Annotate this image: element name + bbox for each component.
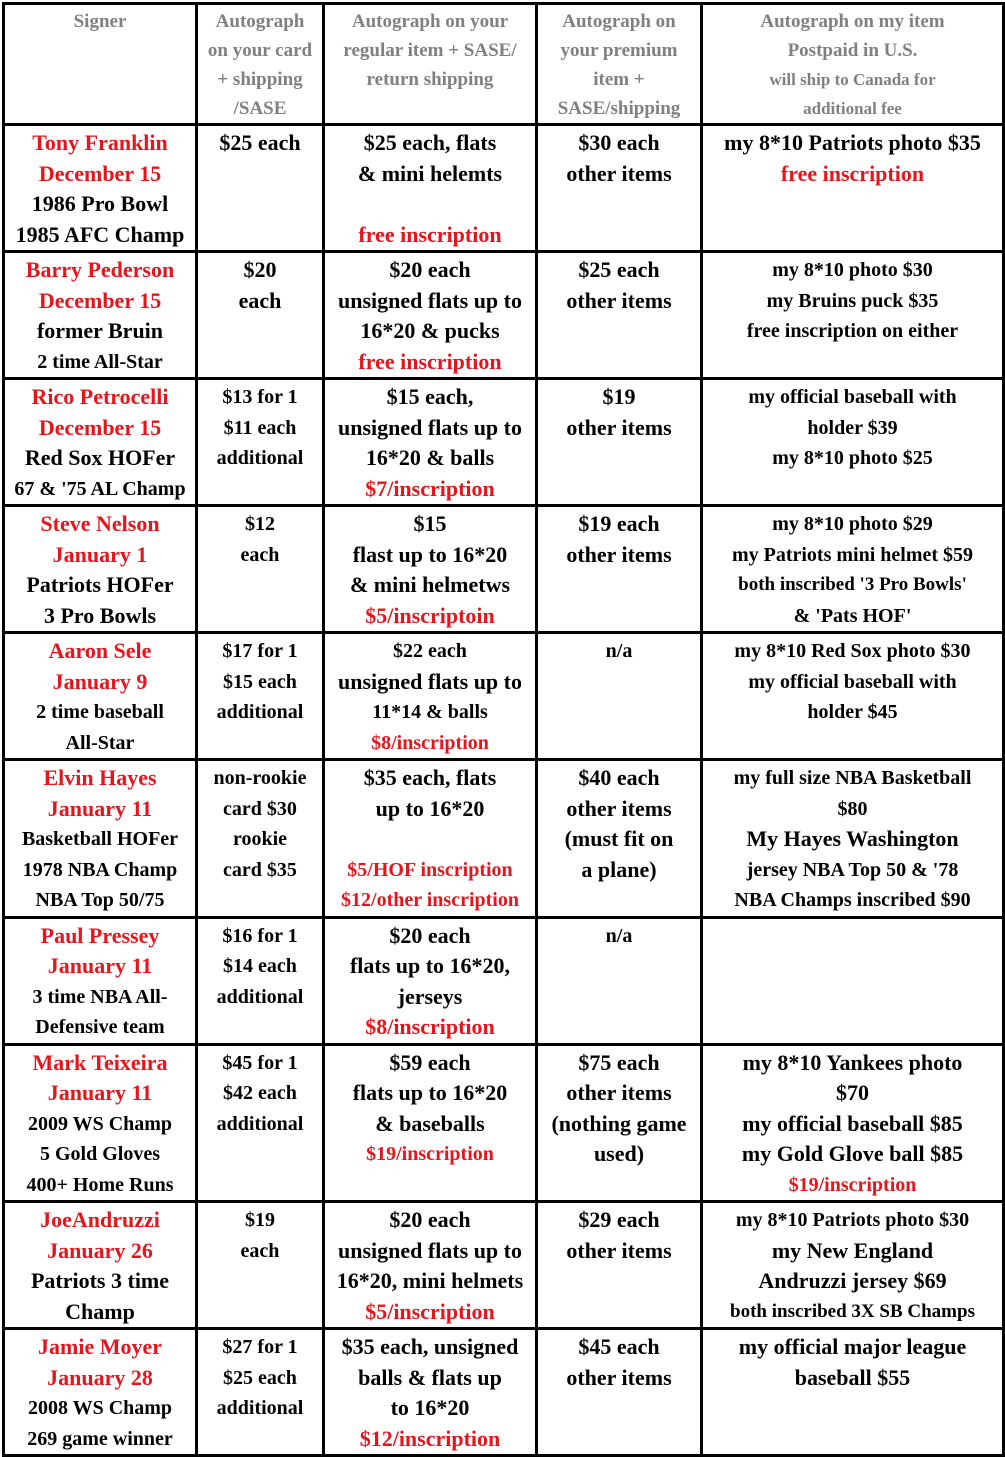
premium-price-line: other items bbox=[566, 1364, 672, 1390]
signing-date: December 15 bbox=[38, 287, 162, 313]
header-card-line: Autograph bbox=[215, 11, 305, 32]
signer-cell bbox=[4, 506, 197, 633]
card-price-line: $25 each bbox=[219, 130, 301, 155]
my-item-line: both inscribed 3X SB Champs bbox=[730, 1300, 975, 1322]
my-item-cell bbox=[702, 917, 1004, 1044]
card-price-cell bbox=[197, 1329, 324, 1456]
card-price-line: $27 for 1 bbox=[222, 1336, 298, 1358]
header-regular-line: Autograph on your bbox=[351, 11, 509, 32]
inscription-price: $7/inscription bbox=[365, 475, 495, 501]
header-myitem-line: additional fee bbox=[803, 99, 902, 118]
header-row bbox=[4, 4, 1004, 125]
my-item-line: My Hayes Washington bbox=[746, 826, 959, 851]
premium-price-line: other items bbox=[566, 541, 672, 567]
card-price-line: $19 bbox=[245, 1209, 275, 1231]
signer-info: 67 & '75 AL Champ bbox=[14, 477, 186, 500]
signer-name: Paul Pressey bbox=[40, 922, 160, 948]
signer-cell bbox=[4, 1202, 197, 1329]
card-price-cell bbox=[197, 917, 324, 1044]
header-regular-line: regular item + SASE/ bbox=[343, 40, 517, 61]
my-item-cell bbox=[702, 506, 1004, 633]
inscription-price: $19/inscription bbox=[788, 1173, 917, 1196]
inscription-price: $8/inscription bbox=[365, 1014, 495, 1039]
my-item-line: holder $45 bbox=[807, 701, 898, 723]
regular-price-cell bbox=[324, 379, 537, 506]
my-item-line: NBA Champs inscribed $90 bbox=[734, 889, 971, 911]
signer-info: Patriots HOFer bbox=[26, 572, 174, 597]
regular-price-line: unsigned flats up to bbox=[337, 414, 522, 440]
signer-info: 1985 AFC Champ bbox=[15, 221, 185, 247]
premium-price-line: other items bbox=[566, 795, 672, 821]
premium-price-line: $19 bbox=[602, 384, 636, 409]
premium-price-cell bbox=[537, 506, 702, 633]
signer-name: Rico Petrocelli bbox=[31, 384, 169, 409]
regular-price-line: up to 16*20 bbox=[375, 795, 485, 821]
my-item-line: my New England bbox=[771, 1237, 934, 1263]
table-row bbox=[4, 506, 1004, 633]
table-row bbox=[4, 633, 1004, 760]
card-price-line: $42 each bbox=[223, 1082, 297, 1104]
signer-name: Steve Nelson bbox=[40, 511, 160, 536]
premium-price-line: $45 each bbox=[578, 1334, 660, 1359]
card-price-line: each bbox=[238, 287, 282, 313]
premium-price-line: n/a bbox=[605, 640, 633, 662]
premium-price-cell bbox=[537, 379, 702, 506]
card-price-line: $12 bbox=[245, 513, 275, 535]
premium-price-line: (must fit on bbox=[564, 826, 674, 851]
card-price-line: $17 for 1 bbox=[222, 640, 298, 662]
signer-name: Elvin Hayes bbox=[43, 765, 157, 790]
table-row bbox=[4, 917, 1004, 1044]
inscription-price: free inscription bbox=[780, 160, 925, 186]
card-price-cell bbox=[197, 633, 324, 760]
card-price-line: $16 for 1 bbox=[222, 924, 298, 947]
table-row bbox=[4, 125, 1004, 252]
card-price-line: each bbox=[240, 543, 280, 566]
signer-cell bbox=[4, 125, 197, 252]
regular-price-line: & mini helmetws bbox=[349, 572, 511, 597]
regular-price-line: $15 each, bbox=[386, 384, 474, 409]
signing-date: January 11 bbox=[47, 953, 153, 978]
card-price-line: $15 each bbox=[223, 670, 297, 693]
signing-date: January 9 bbox=[52, 668, 148, 694]
my-item-line: my full size NBA Basketball bbox=[733, 767, 972, 789]
spacer bbox=[326, 824, 534, 855]
card-price-line: $13 for 1 bbox=[222, 386, 298, 408]
signer-info: NBA Top 50/75 bbox=[35, 889, 165, 911]
signer-info: 1978 NBA Champ bbox=[22, 858, 178, 881]
table-row bbox=[4, 1202, 1004, 1329]
premium-price-line: $25 each bbox=[578, 257, 660, 282]
signer-info: 2009 WS Champ bbox=[27, 1112, 173, 1135]
regular-price-line: $35 each, flats bbox=[363, 765, 497, 790]
premium-price-cell bbox=[537, 760, 702, 918]
my-item-line: my official baseball $85 bbox=[742, 1110, 963, 1136]
card-price-cell bbox=[197, 1202, 324, 1329]
premium-price-cell bbox=[537, 633, 702, 760]
card-price-line: $11 each bbox=[223, 416, 297, 439]
header-myitem bbox=[702, 4, 1004, 125]
premium-price-cell bbox=[537, 917, 702, 1044]
card-price-line: additional bbox=[216, 985, 304, 1008]
my-item-cell bbox=[702, 1329, 1004, 1456]
signing-date: January 11 bbox=[47, 1080, 153, 1105]
premium-price-line: other items bbox=[566, 160, 672, 186]
card-price-line: $25 each bbox=[223, 1366, 297, 1389]
regular-price-line: $15 bbox=[413, 511, 447, 536]
premium-price-line: $40 each bbox=[578, 765, 660, 790]
my-item-cell bbox=[702, 379, 1004, 506]
regular-price-line: 16*20, mini helmets bbox=[336, 1268, 524, 1293]
inscription-price: $5/inscriptoin bbox=[365, 602, 495, 628]
regular-price-line: $59 each bbox=[389, 1049, 471, 1075]
regular-price-line: $20 each bbox=[389, 257, 471, 282]
card-price-line: $45 for 1 bbox=[222, 1051, 298, 1074]
my-item-cell bbox=[702, 760, 1004, 918]
regular-price-line: to 16*20 bbox=[390, 1395, 470, 1420]
signer-cell bbox=[4, 379, 197, 506]
inscription-price: free inscription bbox=[358, 221, 502, 247]
my-item-cell bbox=[702, 125, 1004, 252]
signing-date: January 26 bbox=[47, 1237, 153, 1263]
autograph-price-table bbox=[2, 2, 1005, 1457]
regular-price-cell bbox=[324, 760, 537, 918]
signer-name: Aaron Sele bbox=[48, 638, 152, 663]
premium-price-line: $30 each bbox=[578, 130, 660, 155]
signer-name: Barry Pederson bbox=[25, 257, 175, 282]
premium-price-line: n/a bbox=[605, 924, 633, 947]
regular-price-cell bbox=[324, 506, 537, 633]
table-row bbox=[4, 379, 1004, 506]
header-myitem-line: Postpaid in U.S. bbox=[787, 40, 918, 61]
my-item-line: my 8*10 Yankees photo bbox=[742, 1049, 963, 1075]
regular-price-cell bbox=[324, 1202, 537, 1329]
my-item-line: holder $39 bbox=[807, 416, 898, 439]
signer-name: Jamie Moyer bbox=[38, 1334, 162, 1359]
my-item-line: & 'Pats HOF' bbox=[793, 604, 912, 627]
my-item-cell bbox=[702, 1202, 1004, 1329]
regular-price-cell bbox=[324, 633, 537, 760]
header-signer-label: Signer bbox=[73, 11, 127, 32]
inscription-price: free inscription bbox=[358, 348, 502, 374]
table-row bbox=[4, 1329, 1004, 1456]
card-price-line: additional bbox=[216, 701, 304, 723]
regular-price-cell bbox=[324, 1329, 537, 1456]
regular-price-line: $25 each, flats bbox=[363, 130, 497, 155]
regular-price-line: jerseys bbox=[397, 983, 463, 1009]
signer-info: All-Star bbox=[65, 731, 135, 754]
regular-price-cell bbox=[324, 252, 537, 379]
my-item-line: my 8*10 photo $30 bbox=[772, 259, 933, 281]
signer-cell bbox=[4, 633, 197, 760]
regular-price-line: & mini helemts bbox=[357, 160, 503, 186]
spacer bbox=[326, 189, 534, 220]
regular-price-line: flats up to 16*20 bbox=[352, 1080, 508, 1105]
regular-price-line: flats up to 16*20, bbox=[349, 953, 511, 978]
premium-price-line: $19 each bbox=[578, 511, 660, 536]
premium-price-line: used) bbox=[593, 1141, 645, 1166]
signer-info: former Bruin bbox=[36, 318, 164, 343]
card-price-line: non-rookie bbox=[213, 767, 307, 789]
my-item-line: both inscribed '3 Pro Bowls' bbox=[738, 574, 967, 595]
card-price-line: additional bbox=[216, 447, 304, 469]
premium-price-cell bbox=[537, 1202, 702, 1329]
table-row bbox=[4, 760, 1004, 918]
my-item-line: my 8*10 photo $29 bbox=[772, 513, 933, 535]
signer-info: 3 Pro Bowls bbox=[43, 602, 157, 628]
header-myitem-line: will ship to Canada for bbox=[769, 70, 936, 89]
my-item-line: my official major league bbox=[738, 1334, 967, 1359]
my-item-line: $80 bbox=[837, 797, 868, 820]
inscription-price: $8/inscription bbox=[371, 731, 489, 754]
signer-info: 1986 Pro Bowl bbox=[31, 191, 169, 216]
my-item-line: my official baseball with bbox=[748, 670, 957, 693]
signing-date: December 15 bbox=[38, 414, 162, 440]
header-premium-line: item + bbox=[593, 69, 645, 90]
my-item-line: my 8*10 Patriots photo $35 bbox=[724, 130, 981, 155]
my-item-line: my official baseball with bbox=[748, 386, 957, 408]
header-regular bbox=[324, 4, 537, 125]
signer-info: Defensive team bbox=[35, 1016, 165, 1038]
header-card-line: /SASE bbox=[233, 98, 287, 119]
signer-info: Champ bbox=[65, 1298, 135, 1324]
regular-price-line: flast up to 16*20 bbox=[352, 541, 508, 567]
signer-cell bbox=[4, 1329, 197, 1456]
signer-info: Patriots 3 time bbox=[30, 1268, 170, 1293]
premium-price-line: $75 each bbox=[578, 1049, 660, 1075]
premium-price-cell bbox=[537, 252, 702, 379]
signing-date: January 1 bbox=[52, 541, 148, 567]
my-item-line: my 8*10 photo $25 bbox=[772, 447, 933, 469]
header-card-line: on your card bbox=[207, 40, 313, 61]
regular-price-line: & baseballs bbox=[375, 1110, 485, 1136]
premium-price-line: other items bbox=[566, 1080, 672, 1105]
signer-name: Mark Teixeira bbox=[32, 1049, 168, 1075]
header-premium-line: SASE/shipping bbox=[557, 98, 681, 119]
card-price-line: each bbox=[240, 1239, 280, 1262]
inscription-price: $5/HOF inscription bbox=[347, 858, 513, 881]
premium-price-cell bbox=[537, 125, 702, 252]
signer-info: Basketball HOFer bbox=[21, 828, 179, 850]
regular-price-line: balls & flats up bbox=[358, 1364, 502, 1390]
premium-price-line: other items bbox=[566, 414, 672, 440]
regular-price-line: 16*20 & balls bbox=[365, 445, 495, 470]
signer-info: 5 Gold Gloves bbox=[39, 1143, 160, 1165]
regular-price-line: 16*20 & pucks bbox=[360, 318, 500, 343]
card-price-cell bbox=[197, 252, 324, 379]
my-item-line: my 8*10 Patriots photo $30 bbox=[735, 1209, 970, 1231]
signer-cell bbox=[4, 1044, 197, 1202]
my-item-line: my Patriots mini helmet $59 bbox=[731, 543, 974, 566]
signer-name: Tony Franklin bbox=[32, 130, 168, 155]
signer-info: 2 time baseball bbox=[36, 701, 164, 723]
my-item-line: my 8*10 Red Sox photo $30 bbox=[734, 640, 971, 662]
signing-date: December 15 bbox=[38, 160, 162, 186]
my-item-line: my Bruins puck $35 bbox=[766, 289, 939, 312]
card-price-line: $20 bbox=[243, 257, 277, 282]
inscription-price: $12/other inscription bbox=[341, 889, 519, 911]
premium-price-line: other items bbox=[566, 287, 672, 313]
regular-price-cell bbox=[324, 125, 537, 252]
inscription-price: $5/inscription bbox=[365, 1298, 495, 1324]
header-card bbox=[197, 4, 324, 125]
card-price-line: $14 each bbox=[223, 955, 297, 977]
my-item-cell bbox=[702, 252, 1004, 379]
my-item-line: jersey NBA Top 50 & '78 bbox=[746, 858, 959, 881]
signer-info: 2 time All-Star bbox=[37, 350, 163, 373]
card-price-cell bbox=[197, 506, 324, 633]
header-myitem-line: Autograph on my item bbox=[760, 11, 945, 32]
my-item-line: baseball $55 bbox=[794, 1364, 911, 1390]
my-item-line: $70 bbox=[836, 1080, 869, 1105]
premium-price-line: $29 each bbox=[578, 1207, 660, 1232]
signer-info: 400+ Home Runs bbox=[26, 1173, 174, 1196]
header-card-line: + shipping bbox=[217, 69, 303, 90]
my-item-cell bbox=[702, 633, 1004, 760]
regular-price-line: $20 each bbox=[389, 1207, 471, 1232]
signer-name: JoeAndruzzi bbox=[40, 1207, 160, 1232]
table-row bbox=[4, 252, 1004, 379]
my-item-cell bbox=[702, 1044, 1004, 1202]
signer-info: 269 game winner bbox=[27, 1427, 173, 1450]
inscription-price: $12/inscription bbox=[359, 1425, 501, 1451]
premium-price-line: a plane) bbox=[581, 856, 657, 882]
signer-cell bbox=[4, 252, 197, 379]
signing-date: January 11 bbox=[47, 795, 153, 821]
premium-price-line: other items bbox=[566, 1237, 672, 1263]
card-price-line: additional bbox=[216, 1112, 304, 1135]
regular-price-line: $35 each, unsigned bbox=[341, 1334, 519, 1359]
header-regular-line: return shipping bbox=[366, 69, 494, 90]
regular-price-cell bbox=[324, 1044, 537, 1202]
regular-price-line: unsigned flats up to bbox=[337, 668, 522, 694]
card-price-cell bbox=[197, 1044, 324, 1202]
card-price-line: card $30 bbox=[223, 797, 297, 820]
card-price-line: card $35 bbox=[223, 858, 297, 881]
card-price-cell bbox=[197, 760, 324, 918]
card-price-cell bbox=[197, 125, 324, 252]
inscription-price: $19/inscription bbox=[366, 1143, 494, 1165]
regular-price-line: 11*14 & balls bbox=[372, 701, 488, 723]
table-row bbox=[4, 1044, 1004, 1202]
signer-info: Red Sox HOFer bbox=[24, 445, 176, 470]
signing-date: January 28 bbox=[47, 1364, 153, 1390]
premium-price-cell bbox=[537, 1044, 702, 1202]
my-item-line: free inscription on either bbox=[746, 320, 959, 342]
header-premium-line: Autograph on bbox=[562, 11, 676, 32]
my-item-line: my Gold Glove ball $85 bbox=[741, 1141, 964, 1166]
signer-cell bbox=[4, 760, 197, 918]
premium-price-line: (nothing game bbox=[551, 1110, 687, 1136]
regular-price-line: unsigned flats up to bbox=[337, 1237, 522, 1263]
signer-info: 2008 WS Champ bbox=[27, 1397, 173, 1419]
regular-price-line: $22 each bbox=[393, 640, 467, 662]
card-price-line: rookie bbox=[232, 828, 288, 850]
signer-cell bbox=[4, 917, 197, 1044]
card-price-cell bbox=[197, 379, 324, 506]
regular-price-line: $20 each bbox=[389, 922, 471, 948]
card-price-line: additional bbox=[216, 1397, 304, 1419]
regular-price-line: unsigned flats up to bbox=[337, 287, 522, 313]
header-premium-line: your premium bbox=[560, 40, 678, 61]
my-item-line: Andruzzi jersey $69 bbox=[758, 1268, 947, 1293]
premium-price-cell bbox=[537, 1329, 702, 1456]
signer-info: 3 time NBA All- bbox=[32, 985, 168, 1008]
header-signer bbox=[4, 4, 197, 125]
header-premium bbox=[537, 4, 702, 125]
regular-price-cell bbox=[324, 917, 537, 1044]
